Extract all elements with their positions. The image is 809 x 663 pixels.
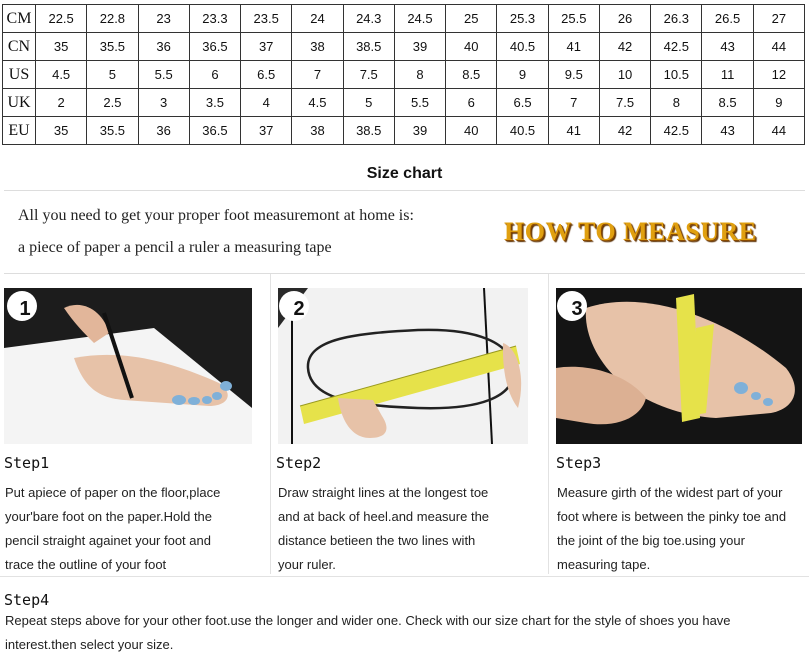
measurement-intro <box>4 190 805 274</box>
size-cell: 7.5 <box>599 89 650 117</box>
size-cell: 42.5 <box>651 33 702 61</box>
size-cell: 8.5 <box>446 61 497 89</box>
size-cell: 37 <box>241 33 292 61</box>
size-cell: 4.5 <box>36 61 87 89</box>
step-2-line: distance betieen the two lines with <box>278 533 476 548</box>
size-cell: 8 <box>651 89 702 117</box>
step-3-title: Step3 <box>556 454 602 472</box>
size-cell: 27 <box>753 5 804 33</box>
size-cell: 36.5 <box>189 117 240 145</box>
size-cell: 26.5 <box>702 5 753 33</box>
size-cell: 36.5 <box>189 33 240 61</box>
size-chart-caption: Size chart <box>366 165 443 182</box>
size-row-cm <box>3 5 805 33</box>
size-cell: 25.5 <box>548 5 599 33</box>
size-cell: 39 <box>394 33 445 61</box>
size-cell: 6 <box>446 89 497 117</box>
size-cell: 5.5 <box>138 61 189 89</box>
step-4-line: Repeat steps above for your other foot.use the longer and wider one. Check with our size chart for the style of shoes you have <box>5 613 731 628</box>
size-cell: 41 <box>548 33 599 61</box>
size-cell: 10 <box>599 61 650 89</box>
size-cell: 2.5 <box>87 89 138 117</box>
size-row-label: UK <box>3 89 36 117</box>
size-cell: 22.8 <box>87 5 138 33</box>
size-cell: 35 <box>36 33 87 61</box>
size-row-cn <box>3 33 805 61</box>
size-cell: 22.5 <box>36 5 87 33</box>
size-cell: 44 <box>753 117 804 145</box>
size-conversion-table <box>2 4 805 145</box>
size-cell: 24 <box>292 5 343 33</box>
size-cell: 40 <box>446 33 497 61</box>
step-1-line: Put apiece of paper on the floor,place <box>5 485 221 500</box>
step-4-line: interest.then select your size. <box>5 637 174 652</box>
step-3-line: measuring tape. <box>557 557 651 572</box>
size-row-label: CM <box>3 5 36 33</box>
size-cell: 7 <box>548 89 599 117</box>
step-2-column <box>270 274 549 574</box>
size-cell: 35.5 <box>87 33 138 61</box>
size-cell: 26.3 <box>651 5 702 33</box>
step-3-line: Measure girth of the widest part of your <box>557 485 783 500</box>
size-row-label: EU <box>3 117 36 145</box>
size-cell: 25 <box>446 5 497 33</box>
step-3-photo <box>556 288 802 444</box>
intro-line-1: All you need to get your proper foot measuremont at home is: <box>18 207 414 224</box>
size-cell: 40.5 <box>497 33 548 61</box>
size-cell: 42 <box>599 33 650 61</box>
step-2-line: Draw straight lines at the longest toe <box>278 485 489 500</box>
step-3-line: the joint of the big toe.using your <box>557 533 745 548</box>
size-cell: 6.5 <box>241 61 292 89</box>
step-4-title: Step4 <box>4 591 50 609</box>
step-1-photo <box>4 288 252 444</box>
size-cell: 12 <box>753 61 804 89</box>
size-cell: 4 <box>241 89 292 117</box>
step-1-line: pencil straight againet your foot and <box>5 533 211 548</box>
size-cell: 9 <box>497 61 548 89</box>
size-cell: 36 <box>138 33 189 61</box>
step-1-description <box>5 481 255 577</box>
size-cell: 5 <box>343 89 394 117</box>
size-cell: 38 <box>292 33 343 61</box>
step-3-description <box>557 481 807 577</box>
size-row-uk <box>3 89 805 117</box>
size-cell: 40.5 <box>497 117 548 145</box>
size-cell: 7.5 <box>343 61 394 89</box>
size-cell: 39 <box>394 117 445 145</box>
size-cell: 8.5 <box>702 89 753 117</box>
size-cell: 24.5 <box>394 5 445 33</box>
size-cell: 36 <box>138 117 189 145</box>
size-cell: 8 <box>394 61 445 89</box>
size-cell: 3.5 <box>189 89 240 117</box>
step-2-description <box>278 481 540 577</box>
size-cell: 9.5 <box>548 61 599 89</box>
size-cell: 24.3 <box>343 5 394 33</box>
size-cell: 5 <box>87 61 138 89</box>
step-2-badge: 2 <box>293 298 305 320</box>
size-cell: 23.5 <box>241 5 292 33</box>
size-cell: 35.5 <box>87 117 138 145</box>
intro-line-2: a piece of paper a pencil a ruler a measuring tape <box>18 239 332 256</box>
step-1-line: your'bare foot on the paper.Hold the <box>5 509 213 524</box>
size-cell: 23.3 <box>189 5 240 33</box>
size-cell: 44 <box>753 33 804 61</box>
size-cell: 7 <box>292 61 343 89</box>
size-cell: 2 <box>36 89 87 117</box>
step-4-section <box>0 576 809 663</box>
step-2-photo <box>278 288 528 444</box>
size-cell: 43 <box>702 33 753 61</box>
size-cell: 25.3 <box>497 5 548 33</box>
size-cell: 38.5 <box>343 117 394 145</box>
size-row-us <box>3 61 805 89</box>
step-1-title: Step1 <box>4 454 50 472</box>
size-cell: 37 <box>241 117 292 145</box>
size-cell: 42.5 <box>651 117 702 145</box>
size-cell: 38.5 <box>343 33 394 61</box>
step-3-column <box>548 274 809 574</box>
size-cell: 9 <box>753 89 804 117</box>
size-cell: 40 <box>446 117 497 145</box>
size-row-label: CN <box>3 33 36 61</box>
size-cell: 10.5 <box>651 61 702 89</box>
size-row-eu <box>3 117 805 145</box>
size-cell: 6.5 <box>497 89 548 117</box>
size-cell: 4.5 <box>292 89 343 117</box>
size-cell: 35 <box>36 117 87 145</box>
size-cell: 41 <box>548 117 599 145</box>
size-row-label: US <box>3 61 36 89</box>
step-2-line: and at back of heel.and measure the <box>278 509 490 524</box>
size-cell: 5.5 <box>394 89 445 117</box>
how-to-measure-banner: HOW TO MEASURE <box>504 217 757 246</box>
size-cell: 23 <box>138 5 189 33</box>
size-cell: 11 <box>702 61 753 89</box>
step-2-line: your ruler. <box>278 557 336 572</box>
size-cell: 6 <box>189 61 240 89</box>
size-cell: 43 <box>702 117 753 145</box>
size-cell: 42 <box>599 117 650 145</box>
step-1-column <box>0 274 271 574</box>
step-4-description <box>5 609 731 657</box>
step-1-line: trace the outline of your foot <box>5 557 167 572</box>
step-2-title: Step2 <box>276 454 322 472</box>
size-cell: 26 <box>599 5 650 33</box>
step-3-badge: 3 <box>571 298 583 320</box>
size-cell: 38 <box>292 117 343 145</box>
step-3-line: foot where is between the pinky toe and <box>557 509 787 524</box>
step-1-badge: 1 <box>19 298 31 320</box>
size-cell: 3 <box>138 89 189 117</box>
